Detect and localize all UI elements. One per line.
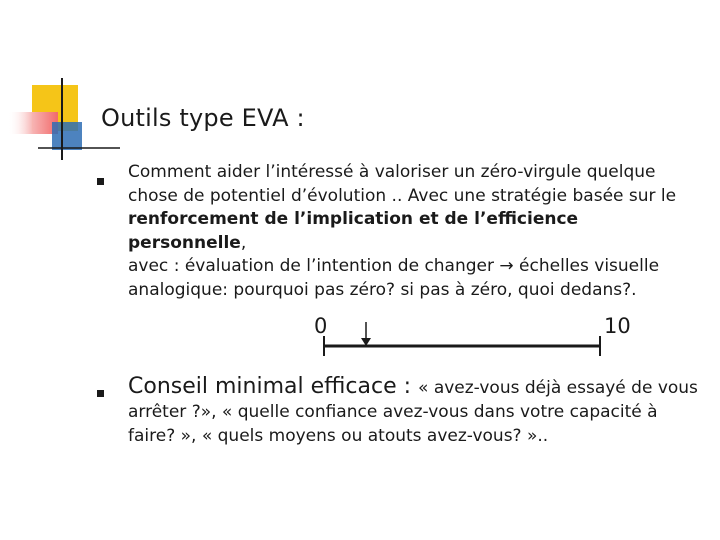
corner-decoration <box>0 0 120 170</box>
bullet-1-line-5-pre: avec : évaluation de l’intention de changer <box>128 256 500 276</box>
bullet-2-line-3: faire? », « quels moyens ou atouts avez-vous? ».. <box>128 426 549 446</box>
bullet-1-line-6: analogique: pourquoi pas zéro? si pas à zéro, quoi dedans?. <box>128 279 637 300</box>
right-arrow-icon: → <box>499 256 514 276</box>
slide-title: Outils type EVA : <box>101 104 305 132</box>
bullet-1-line-2: chose de potentiel d’évolution .. Avec une stratégie basée sur le <box>128 185 677 206</box>
visual-analog-scale <box>310 318 610 358</box>
bullet-2-line-1: « avez-vous déjà essayé de vous <box>418 378 698 398</box>
bullet-2-lead: Conseil minimal efficace : <box>128 374 419 399</box>
bullet-1-line-1: Comment aider l’intéressé à valoriser un zéro-virgule quelque <box>128 162 656 182</box>
bullet-1 <box>128 161 708 302</box>
bullet-1-bold-line-2: personnelle <box>128 232 241 253</box>
scale-max-label: 10 <box>604 314 631 338</box>
bullet-1-comma: , <box>240 232 247 253</box>
blue-square <box>52 122 82 150</box>
bullet-1-line-5-post: échelles visuelle <box>513 256 660 276</box>
bullet-2 <box>128 375 708 448</box>
red-gradient-bar <box>8 112 58 134</box>
bullet-2-line-2: arrêter ?», « quelle confiance avez-vous dans votre capacité à <box>128 402 658 422</box>
square-bullet-icon <box>97 390 104 397</box>
bullet-1-bold-line-1: renforcement de l’implication et de l’efficience <box>128 209 579 229</box>
scale-min-label: 0 <box>314 314 328 338</box>
square-bullet-icon <box>97 178 104 185</box>
